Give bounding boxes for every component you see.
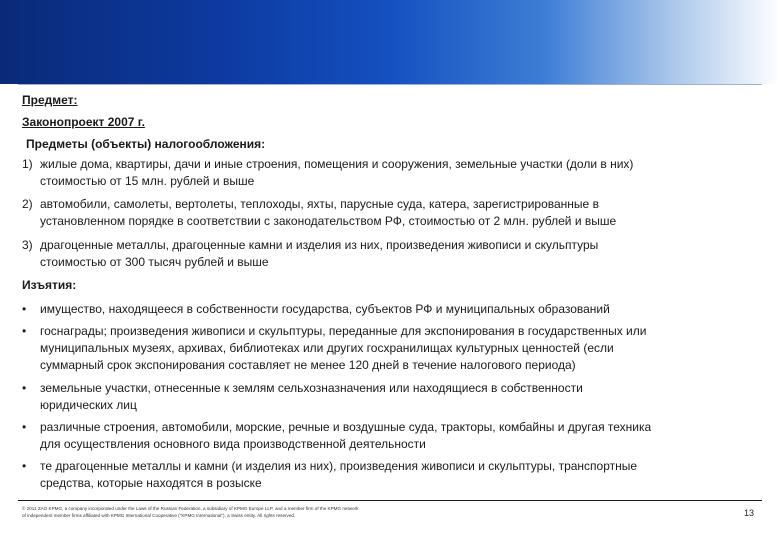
objects-title: Предметы (объекты) налогообложения: [26,137,266,151]
bullet-icon: • [22,459,27,473]
bullet-icon: • [22,381,27,395]
object-text: жилые дома, квартиры, дачи и иные строения, помещения и сооружения, земельные участки (доли в них) стоимостью от 15 млн. рублей и выше [40,157,634,188]
bullet-icon: • [22,420,27,434]
exemption-text: земельные участки, отнесенные к землям сельхозназначения или находящиеся в собственности юридических лиц [40,381,583,412]
object-text: автомобили, самолеты, вертолеты, теплоходы, яхты, парусные суда, катера, зарегистрированные в установленном порядке в соответствии с законодательством РФ, стоимостью от 2 млн. рублей и выше [40,197,617,228]
exemption-text: те драгоценные металлы и камни (и изделия из них), произведения живописи и скульптуры, транспортные средства, которые находятся в розыске [40,459,638,490]
header-banner [0,0,780,84]
exemptions-title: Изъятия: [22,278,77,292]
subject-heading: Предмет: [22,93,78,107]
footer-divider [18,500,762,501]
bullet-icon: • [22,302,27,316]
object-text: драгоценные металлы, драгоценные камни и изделия из них, произведения живописи и скульптуры стоимостью от 300 тысяч рублей и выше [40,238,599,269]
object-number: 3) [22,238,33,252]
header-divider [18,84,762,85]
bill-heading: Законопроект 2007 г. [22,115,145,129]
bullet-icon: • [22,324,27,338]
page-number: 13 [744,508,755,518]
exemption-text: различные строения, автомобили, морские, речные и воздушные суда, тракторы, комбайны и другая техника для осуществления основного вида производственной деятельности [40,420,652,451]
copyright-notice: © 2011 ZAO KPMG, a company incorporated under the Laws of the Russian Federation, a subsidiary of KPMG Europe LLP, and a member firm of the KPMG network of independent member firms affiliated with KPMG International Cooperative ("KPMG International"), a Swiss entity. All rights reserved. [22,506,359,518]
exemption-text: имущество, находящееся в собственности государства, субъектов РФ и муниципальных образований [40,302,610,316]
object-number: 1) [22,157,33,171]
exemption-text: госнаграды; произведения живописи и скульптуры, переданные для экспонирования в государственных или муниципальных музеях, архивах, библиотеках или других госхранилищах культурных ценностей (если суммарный срок экспонирования составляет не менее 120 дней в течение налогового периода) [40,324,647,372]
object-number: 2) [22,197,33,211]
